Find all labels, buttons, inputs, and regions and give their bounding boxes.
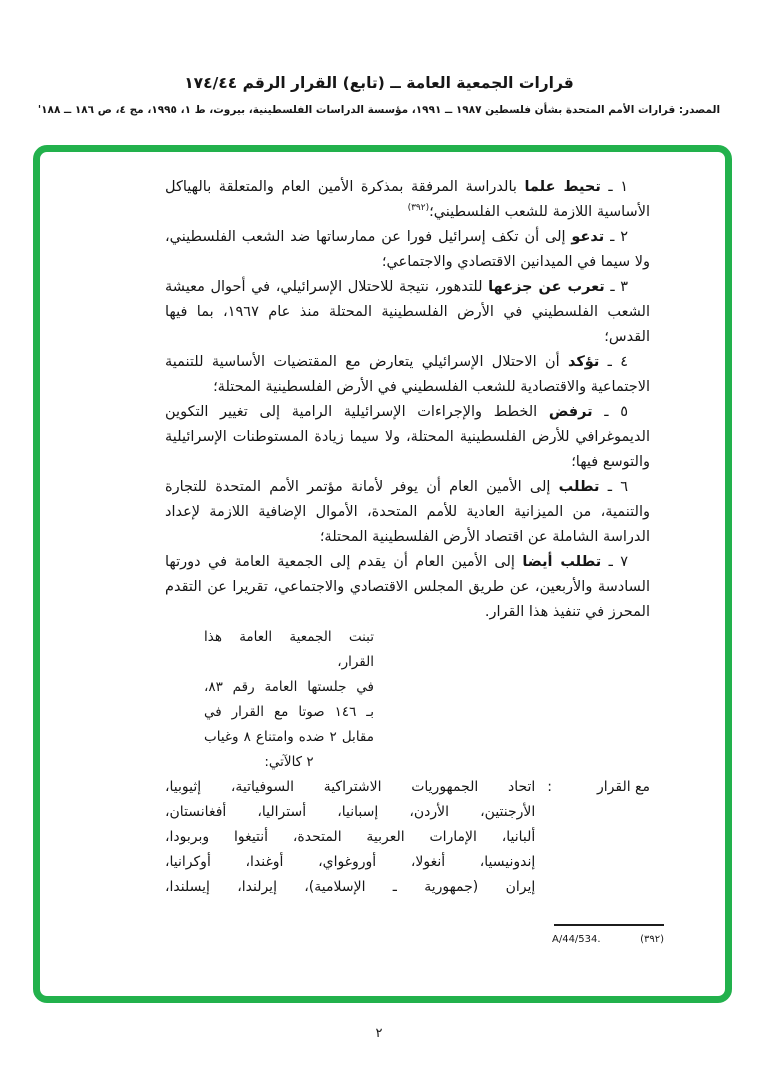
source-line: المصدر: قرارات الأمم المتحدة بشأن فلسطين ١٩٨٧ ــ ١٩٩١، مؤسسة الدراسات الفلسطينية، بيروت، ط ١، ١٩٩٥، مج ٤، ص ١٨٦ ــ ١٨٨' (37, 104, 721, 116)
page-title: قرارات الجمعية العامة ــ (تابع) القرار الرقم ١٧٤/٤٤ (184, 74, 574, 92)
adoption-line: مقابل ٢ ضده وامتناع ٨ وغياب (204, 729, 374, 745)
paragraph-number: ٣ ـ (610, 279, 629, 295)
paragraph-3 (165, 275, 650, 350)
adoption-line: تبنت الجمعية العامة هذا القرار، (204, 629, 374, 670)
paragraph-text: إلى أن تكف إسرائيل فورا عن ممارساتها ضد الشعب الفلسطيني، ولا سيما في الميدانين الاقتصادي والاجتماعي؛ (165, 229, 650, 270)
paragraph-number: ١ ـ (608, 179, 629, 195)
paragraph-number: ٥ ـ (604, 404, 629, 420)
vote-colon: : (547, 779, 552, 795)
paragraph-number: ٤ ـ (607, 354, 628, 370)
paragraph-text: إلى الأمين العام أن يقدم إلى الجمعية العامة في دورتها السادسة والأربعين، عن طريق المجلس الاقتصادي والاجتماعي، تقريرا عن التقدم المحرز في تنفيذ هذا القرار. (165, 554, 650, 620)
vote-for-label: مع القرار (596, 779, 650, 795)
paragraph-lead: تطلب (558, 479, 600, 495)
paragraph-text: أن الاحتلال الإسرائيلي يتعارض مع المقتضيات الأساسية للتنمية الاجتماعية والاقتصادية للشعب الفلسطيني في الأرض الفلسطينية المحتلة؛ (165, 354, 650, 395)
paragraph-number: ٧ ـ (608, 554, 629, 570)
footnote-ref-marker: (٣٩٢) (407, 203, 430, 214)
country-list-line: إيران (جمهورية ـ الإسلامية)، إيرلندا، إيسلندا، (165, 879, 536, 895)
paragraph-5 (165, 400, 650, 475)
footnote-document-symbol: A/44/534. (552, 934, 601, 945)
footnote-divider (554, 924, 664, 926)
paragraph-2 (165, 225, 650, 275)
footnote (552, 924, 664, 945)
page-number: ٢ (375, 1026, 383, 1041)
paragraph-number: ٦ ـ (607, 479, 629, 495)
adoption-line: ٢ كالآتي: (264, 754, 314, 770)
resolution-body (165, 175, 650, 900)
vote-record (165, 775, 650, 900)
paragraph-lead: تطلب أيضا (522, 554, 602, 570)
paragraph-1 (165, 175, 650, 225)
paragraph-text: إلى الأمين العام أن يوفر لأمانة مؤتمر الأمم المتحدة للتجارة والتنمية، من الميزانية العادية للأمم المتحدة، الأموال الإضافية اللازمة لإعداد الدراسة الشاملة عن اقتصاد الأرض الفلسطينية المحتلة؛ (165, 479, 650, 545)
paragraph-lead: ترفض (548, 404, 593, 420)
paragraph-number: ٢ ـ (610, 229, 629, 245)
footnote-number: (٣٩٢) (640, 934, 664, 945)
country-list (165, 775, 535, 900)
paragraph-4 (165, 350, 650, 400)
paragraph-text: الخطط والإجراءات الإسرائيلية الرامية إلى تغيير التكوين الديموغرافي للأرض الفلسطينية المحتلة، ولا سيما زيادة المستوطنات الإسرائيلية والتوسع فيها؛ (165, 404, 650, 470)
paragraph-text: للتدهور، نتيجة للاحتلال الإسرائيلي، في أحوال معيشة الشعب الفلسطيني في الأرض الفلسطينية المحتلة منذ عام ١٩٦٧، بما فيها القدس؛ (165, 279, 650, 345)
paragraph-6 (165, 475, 650, 550)
country-list-line: إندونيسيا، أنغولا، أوروغواي، أوغندا، أوكرانيا، (165, 854, 536, 870)
paragraph-text: بالدراسة المرفقة بمذكرة الأمين العام والمتعلقة بالهياكل الأساسية اللازمة للشعب الفلسطيني؛ (165, 179, 650, 220)
paragraph-lead: تعرب عن جزعها (488, 279, 605, 295)
paragraph-7 (165, 550, 650, 625)
paragraph-lead: تؤكد (567, 354, 600, 370)
paragraph-lead: تحيط علما (524, 179, 601, 195)
adoption-line: بـ ١٤٦ صوتا مع القرار في (204, 704, 374, 720)
paragraph-lead: تدعو (571, 229, 605, 245)
country-list-line: ألبانيا، الإمارات العربية المتحدة، أنتيغوا وبربودا، (165, 829, 536, 845)
country-list-line: الأرجنتين، الأردن، إسبانيا، أستراليا، أفغانستان، (165, 804, 536, 820)
adoption-note (204, 625, 374, 775)
adoption-line: في جلستها العامة رقم ٨٣، (204, 679, 374, 695)
country-list-line: اتحاد الجمهوريات الاشتراكية السوفياتية، إثيوبيا، (165, 779, 536, 795)
